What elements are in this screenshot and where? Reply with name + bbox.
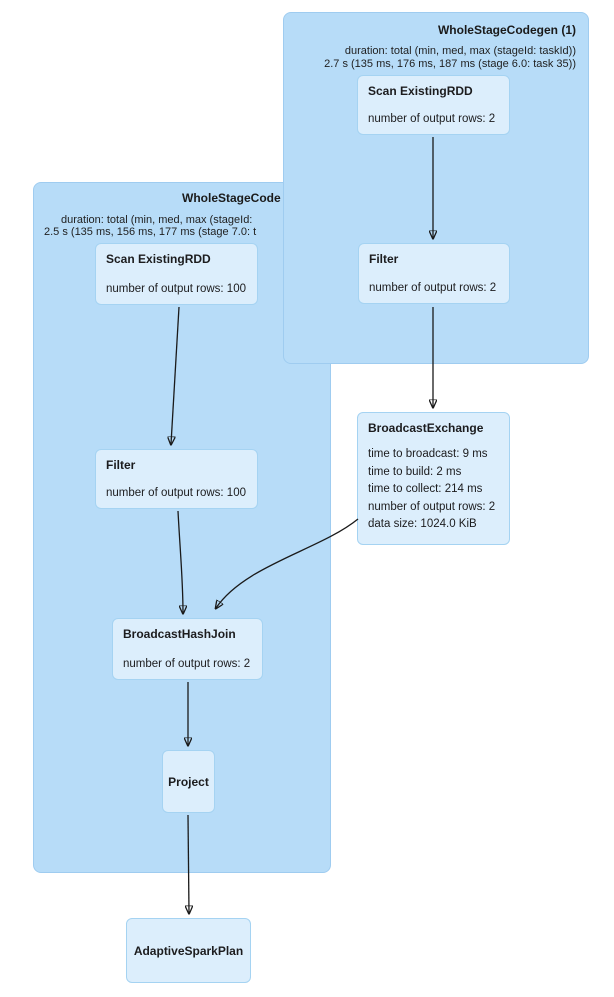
node-scan-existingrdd-2[interactable]	[95, 243, 258, 305]
node-scan-existingrdd-1[interactable]	[357, 75, 510, 135]
cluster-wsc1-duration-line1: duration: total (min, med, max (stageId: taskId))	[344, 45, 576, 57]
node-title: Filter	[369, 252, 399, 266]
node-metric: number of output rows: 2	[369, 282, 497, 294]
cluster-wsc2-duration-line2: 2.5 s (135 ms, 156 ms, 177 ms (stage 7.0: t	[44, 226, 257, 238]
node-metric: number of output rows: 2	[123, 658, 251, 670]
cluster-wholestagecodegen-1[interactable]	[283, 12, 589, 364]
node-metric: data size: 1024.0 KiB	[368, 518, 477, 530]
node-metric: time to broadcast: 9 ms	[368, 448, 488, 460]
node-title: BroadcastHashJoin	[123, 627, 236, 641]
node-project[interactable]	[162, 750, 215, 813]
node-adaptive-spark-plan[interactable]	[126, 918, 251, 983]
node-metric: number of output rows: 2	[368, 500, 496, 513]
node-metric: time to build: 2 ms	[368, 465, 462, 478]
node-title: Scan ExistingRDD	[106, 252, 211, 266]
node-filter-2[interactable]	[95, 449, 258, 509]
node-metric: time to collect: 214 ms	[368, 483, 483, 495]
node-broadcast-hash-join[interactable]	[112, 618, 263, 680]
cluster-wsc1-title: WholeStageCodegen (1)	[437, 23, 576, 37]
node-metric: number of output rows: 100	[106, 283, 246, 295]
node-metrics	[368, 446, 499, 534]
node-title: BroadcastExchange	[368, 421, 484, 435]
cluster-wsc1-duration	[324, 45, 576, 70]
cluster-wsc2-duration-line1: duration: total (min, med, max (stageId:	[61, 214, 253, 226]
cluster-wsc2-title: WholeStageCode	[182, 191, 281, 205]
node-broadcast-exchange[interactable]	[357, 412, 510, 545]
node-title: Filter	[106, 458, 136, 472]
node-title: Project	[168, 774, 209, 789]
node-title: AdaptiveSparkPlan	[133, 943, 244, 958]
cluster-wsc1-duration-line2: 2.7 s (135 ms, 176 ms, 187 ms (stage 6.0: task 35))	[324, 57, 576, 70]
node-title: Scan ExistingRDD	[368, 84, 473, 98]
node-metric: number of output rows: 100	[106, 487, 246, 499]
node-metric: number of output rows: 2	[368, 113, 496, 125]
node-filter-1[interactable]	[358, 243, 510, 304]
